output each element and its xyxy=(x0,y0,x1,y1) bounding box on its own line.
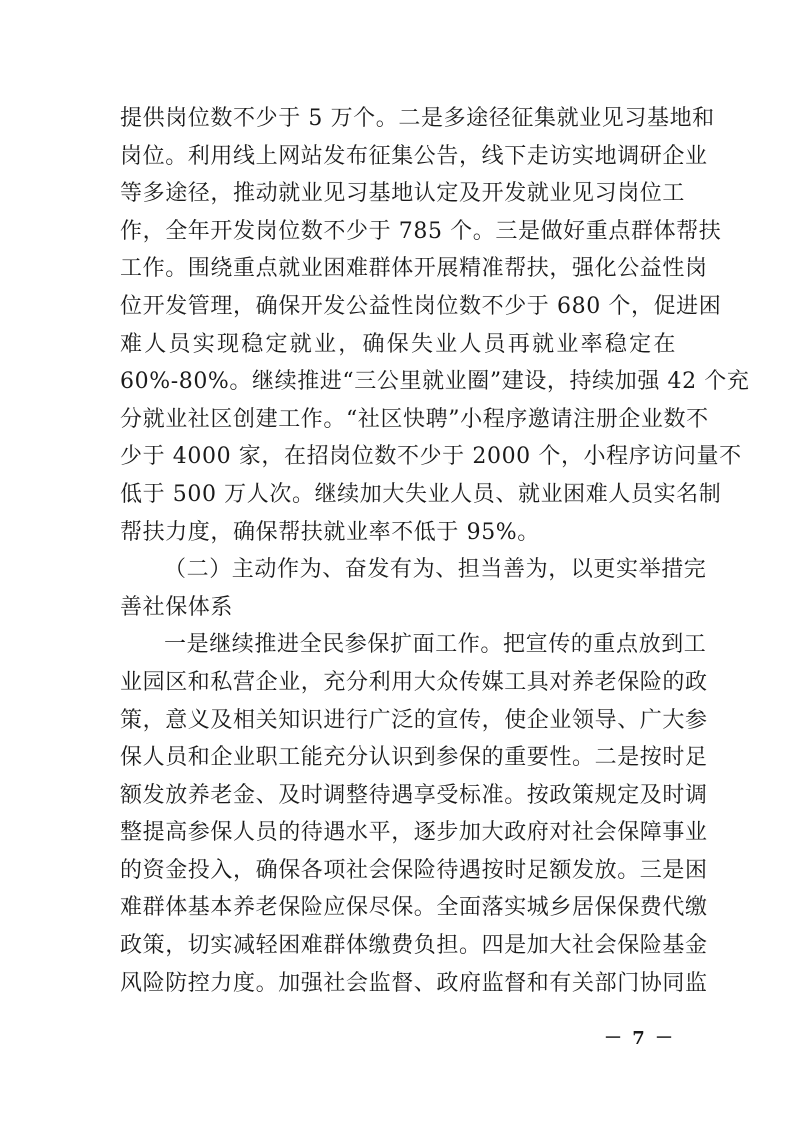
text-line: 难群体基本养老保险应保尽保。全面落实城乡居保保费代缴 xyxy=(120,895,708,921)
text-line: 的资金投入，确保各项社会保险待遇按时足额发放。三是困 xyxy=(120,857,708,883)
text-line: 额发放养老金、及时调整待遇享受标准。按政策规定及时调 xyxy=(120,782,708,808)
text-line: 低于 500 万人次。继续加大失业人员、就业困难人员实名制 xyxy=(120,481,722,507)
text-line: 等多途径，推动就业见习基地认定及开发就业见习岗位工 xyxy=(120,181,686,207)
text-line: 60%-80%。继续推进“三公里就业圈”建设，持续加强 42 个充 xyxy=(120,369,750,395)
text-line: 提供岗位数不少于 5 万个。二是多途径征集就业见习基地和 xyxy=(120,106,715,131)
text-line: 难人员实现稳定就业，确保失业人员再就业率稳定在 xyxy=(120,331,676,357)
text-line: 一是继续推进全民参保扩面工作。把宣传的重点放到工 xyxy=(164,632,707,658)
text-line: 保人员和企业职工能充分认识到参保的重要性。二是按时足 xyxy=(120,745,708,771)
text-line: 业园区和私营企业，充分利用大众传媒工具对养老保险的政 xyxy=(120,669,708,695)
section-heading-line: （二）主动作为、奋发有为、担当善为，以更实举措完 xyxy=(164,557,707,583)
text-line: 帮扶力度，确保帮扶就业率不低于 95%。 xyxy=(120,519,540,545)
section-heading-line: 善社保体系 xyxy=(120,594,234,620)
text-line: 策，意义及相关知识进行广泛的宣传，使企业领导、广大参 xyxy=(120,707,708,733)
text-line: 政策，切实减轻困难群体缴费负担。四是加大社会保险基金 xyxy=(120,933,708,959)
text-line: 作，全年开发岗位数不少于 785 个。三是做好重点群体帮扶 xyxy=(120,218,722,244)
text-line: 风险防控力度。加强社会监督、政府监督和有关部门协同监 xyxy=(120,970,708,996)
text-line: 少于 4000 家，在招岗位数不少于 2000 个，小程序访问量不 xyxy=(120,444,742,470)
document-body xyxy=(120,100,750,1002)
page-number: － 7 － xyxy=(603,1028,675,1049)
text-line: 整提高参保人员的待遇水平，逐步加大政府对社会保障事业 xyxy=(120,820,708,846)
text-line: 位开发管理，确保开发公益性岗位数不少于 680 个，促进困 xyxy=(120,293,722,319)
text-line: 分就业社区创建工作。“社区快聘”小程序邀请注册企业数不 xyxy=(120,406,709,432)
text-line: 岗位。利用线上网站发布征集公告，线下走访实地调研企业 xyxy=(120,143,708,169)
text-line: 工作。围绕重点就业困难群体开展精准帮扶，强化公益性岗 xyxy=(120,256,708,282)
